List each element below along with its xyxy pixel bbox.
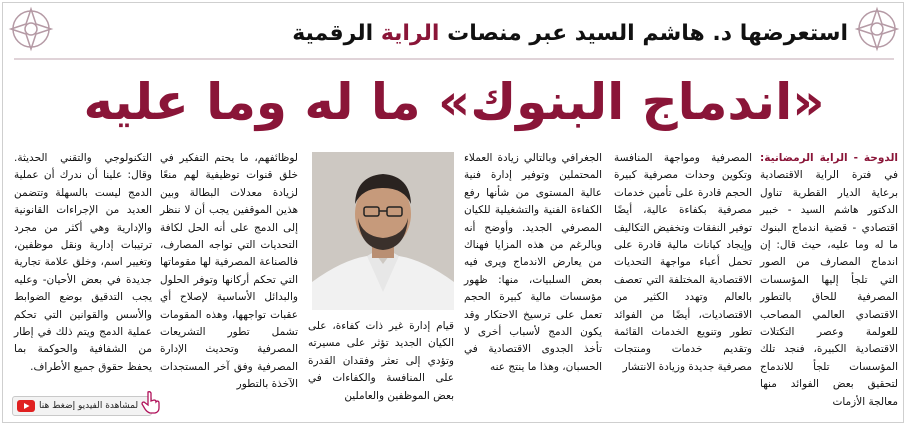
headline-text: «اندماج البنوك» ما له وما عليه xyxy=(83,73,825,131)
ornament-icon xyxy=(8,6,54,52)
column-text: في فترة الراية الاقتصادية برعاية الديار القطرية تناول الدكتور هاشم السيد - خبير اقتصادي - قضية اندماج البنوك ما له وما عليه، حيث قال: إن اندماج المصارف من الصور التي تلجأ إليها المؤسسات المصرفية للحاق بالتطور الاقتصادي العالمي المصاحب للعولمة وعصر التكتلات الاقتصادية الكبيرة، فنجد تلك المؤسسات تلجأ للاندماج لتحقيق بعض الفوائد منها معالجة الأزمات xyxy=(760,169,898,408)
youtube-play-icon xyxy=(17,400,35,412)
headline xyxy=(0,62,908,142)
column-text: المصرفية ومواجهة المنافسة وتكوين وحدات مصرفية كبيرة الحجم قادرة على تأمين خدمات مصرفية بكفاءة عالية، أيضًا توفير النفقات وتخفيض التكاليف وإيجاد كيانات مالية قادرة على تحمل أعباء مواجهة التحديات الاقتصادية المختلفة التي تعصف بالعالم وتهدد الكثير من الاقتصاديات، أيضًا من الفوائد تطور وتنويع الخدمات القائمة وتقديم خدمات ومنتجات مصرفية جديدة وزيادة الانتشار xyxy=(614,152,752,373)
watch-video-label: لمشاهدة الفيديو إضغط هنا xyxy=(39,401,139,411)
column-text: الجغرافي وبالتالي زيادة العملاء المحتملين وتوفير إدارة فنية عالية المستوى من شأنها رفع الكفاءة الفنية والتشغيلية للكيان المصرفي الجديد. وأوضح أنه وبالرغم من هذه المزايا فهناك من يعارض الاندماج ويرى فيه بعض السلبيات، منها: ظهور مؤسسات مالية كبيرة الحجم تعمل على ترسيخ الاحتكار وقد يكون الدمج لأسباب أخرى لا تأخذ الجدوى الاقتصادية في الحسبان، وهذا ما ينتج عنه xyxy=(464,152,602,373)
column-text: التكنولوجي والتقني الحديثة. وقال: علينا أن ندرك أن عملية الدمج ليست بالسهلة وتتضمن العديد من الإجراءات القانونية والإدارية وهي أكثر من مجرد ترتيبات إدارية ونقل موظفين، وتغيير اسم، وخلق علامة تجارية جديدة في بعض الأحيان- وعليه يجب التدقيق بوضع الضوابط والأسس والقوانين التي تحكم عملية الدمج ويتم ذلك في إطار من الشفافية والحوكمة بما يحفظ حقوق جميع الأطراف. xyxy=(14,152,152,373)
kicker-brand: الراية xyxy=(380,21,440,46)
article-column-1 xyxy=(760,150,898,411)
watch-video-button[interactable] xyxy=(12,396,152,416)
article-column-4 xyxy=(308,318,454,405)
kicker-prefix: استعرضها د. هاشم السيد عبر منصات xyxy=(439,21,848,46)
article-column-2 xyxy=(614,150,752,376)
article-column-3 xyxy=(464,150,602,376)
column-text: لوظائفهم، ما يحتم التفكير في خلق قنوات توظيفية لهم منعًا لزيادة معدلات البطالة وبين هذين الموقفين يجب أن لا ننظر إلى الدمج على أنه الحل لكافة التحديات التي تواجه المصارف، فالصناعة المصرفية لها مقوماتها التي تحكم أركانها وتوفر الحلول والبدائل الأساسية لإصلاح أي عقبات تواجهها، وهذه المقومات تشمل تطور التشريعات المصرفية وتحديث الإدارة المصرفية وفق آخر المستجدات الآخذة بالتطور xyxy=(160,152,298,391)
byline: الدوحة - الراية الرمضانية: xyxy=(760,152,898,164)
pointer-hand-icon xyxy=(140,390,162,414)
kicker-suffix: الرقمية xyxy=(292,21,381,46)
portrait-image xyxy=(312,152,454,310)
column-text: قيام إدارة غير ذات كفاءة، على الكيان الجديد تؤثر على مسيرته وتؤدي إلى تعثر وفقدان القدرة على المنافسة والكفاءات في بعض الموظفين والعاملين xyxy=(308,320,454,402)
kicker xyxy=(60,14,848,54)
author-photo xyxy=(312,152,454,310)
article-column-6 xyxy=(14,150,152,376)
ornament-icon xyxy=(854,6,900,52)
article-column-5 xyxy=(160,150,298,394)
divider xyxy=(14,58,894,60)
